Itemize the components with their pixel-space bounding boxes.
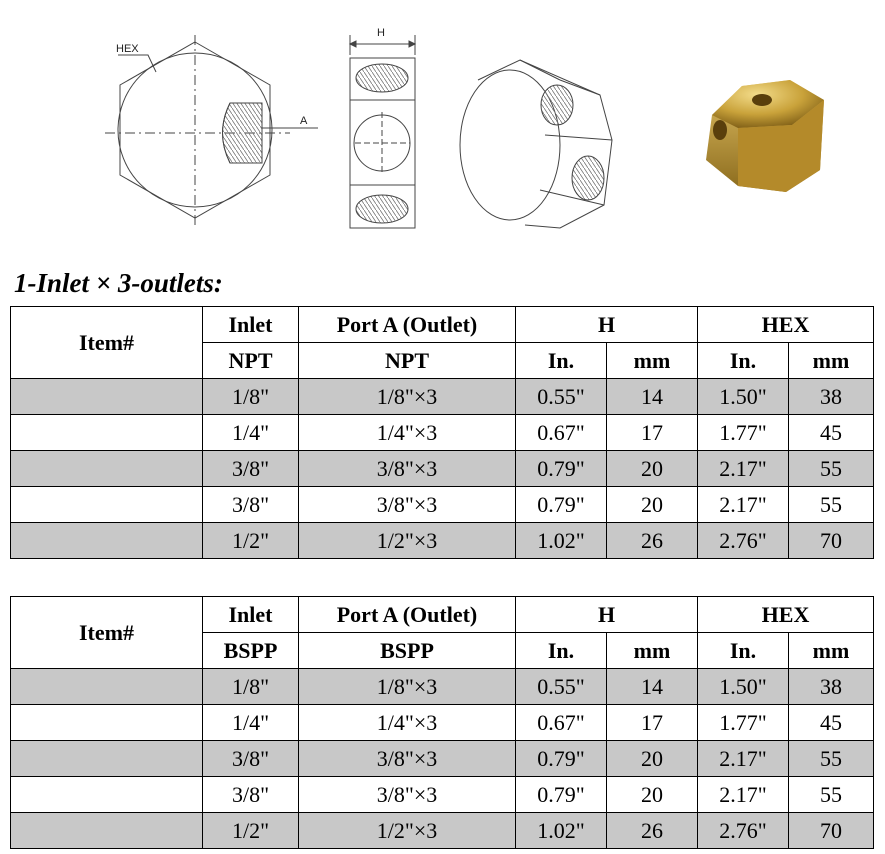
table-row [11,777,874,813]
cell-h-mm: 17 [607,705,698,741]
front-view-drawing [105,35,318,225]
cell-h-in: 0.67" [516,415,607,451]
cell-hex-in: 2.17" [698,451,789,487]
cell-h-in: 0.55" [516,669,607,705]
cell-port: 1/4"×3 [299,415,516,451]
cell-h-in: 0.67" [516,705,607,741]
cell-port: 1/8"×3 [299,379,516,415]
cell-h-mm: 17 [607,415,698,451]
cell-hex-mm: 55 [789,777,874,813]
cell-inlet: 3/8" [203,451,299,487]
cell-port: 3/8"×3 [299,777,516,813]
cell-h-in: 1.02" [516,813,607,849]
cell-hex-in: 1.77" [698,705,789,741]
cell-h-mm: 14 [607,379,698,415]
table-row [11,669,874,705]
cell-item [11,813,203,849]
cell-port: 1/8"×3 [299,669,516,705]
cell-h-mm: 20 [607,487,698,523]
cell-hex-in: 1.77" [698,415,789,451]
header-inlet-type: NPT [203,343,299,379]
cell-inlet: 1/4" [203,415,299,451]
header-item: Item# [11,597,203,669]
table-row [11,705,874,741]
cell-item [11,415,203,451]
header-item: Item# [11,307,203,379]
cell-inlet: 1/4" [203,705,299,741]
header-hex: HEX [698,307,874,343]
table-row [11,487,874,523]
cell-hex-in: 2.17" [698,487,789,523]
cell-h-mm: 20 [607,777,698,813]
header-hex: HEX [698,597,874,633]
cell-inlet: 3/8" [203,777,299,813]
table-row [11,813,874,849]
cell-h-in: 0.79" [516,451,607,487]
header-hex-mm: mm [789,633,874,669]
spec-table-npt [10,306,874,559]
cell-h-in: 0.79" [516,487,607,523]
cell-hex-in: 2.17" [698,741,789,777]
header-hex-in: In. [698,343,789,379]
table-row [11,523,874,559]
header-inlet-type: BSPP [203,633,299,669]
cell-port: 1/2"×3 [299,523,516,559]
cell-inlet: 1/8" [203,669,299,705]
cell-h-mm: 20 [607,741,698,777]
hex-label: HEX [116,43,139,55]
cell-inlet: 3/8" [203,741,299,777]
header-port-type: BSPP [299,633,516,669]
cell-inlet: 3/8" [203,487,299,523]
header-h: H [516,597,698,633]
height-label: H [377,27,385,39]
cell-hex-in: 2.17" [698,777,789,813]
cell-hex-mm: 70 [789,813,874,849]
table-row [11,741,874,777]
header-inlet: Inlet [203,597,299,633]
cell-port: 3/8"×3 [299,487,516,523]
header-h-mm: mm [607,633,698,669]
cell-inlet: 1/2" [203,813,299,849]
cell-item [11,487,203,523]
product-photo [706,80,824,192]
header-h-mm: mm [607,343,698,379]
header-hex-in: In. [698,633,789,669]
spec-table-bspp [10,596,874,849]
port-a-label: A [300,115,308,127]
cell-h-in: 1.02" [516,523,607,559]
cell-hex-mm: 38 [789,379,874,415]
isometric-view-drawing [460,60,612,228]
cell-inlet: 1/2" [203,523,299,559]
cell-h-mm: 14 [607,669,698,705]
section-title: 1-Inlet × 3-outlets: [14,268,223,298]
cell-h-mm: 26 [607,523,698,559]
cell-item [11,741,203,777]
table-row [11,379,874,415]
header-inlet: Inlet [203,307,299,343]
cell-inlet: 1/8" [203,379,299,415]
cell-hex-in: 2.76" [698,523,789,559]
table-row [11,451,874,487]
cell-hex-in: 2.76" [698,813,789,849]
header-h: H [516,307,698,343]
technical-drawings [0,0,885,270]
cell-h-in: 0.55" [516,379,607,415]
header-h-in: In. [516,633,607,669]
cell-hex-mm: 45 [789,415,874,451]
table-row [11,415,874,451]
header-port-type: NPT [299,343,516,379]
cell-port: 3/8"×3 [299,741,516,777]
cell-hex-mm: 70 [789,523,874,559]
cell-h-in: 0.79" [516,777,607,813]
cell-hex-mm: 55 [789,741,874,777]
side-view-drawing [350,35,415,228]
cell-hex-in: 1.50" [698,669,789,705]
cell-item [11,379,203,415]
header-port: Port A (Outlet) [299,597,516,633]
cell-item [11,705,203,741]
cell-item [11,669,203,705]
cell-h-in: 0.79" [516,741,607,777]
cell-port: 1/4"×3 [299,705,516,741]
cell-h-mm: 26 [607,813,698,849]
cell-hex-mm: 55 [789,487,874,523]
cell-hex-in: 1.50" [698,379,789,415]
cell-h-mm: 20 [607,451,698,487]
header-port: Port A (Outlet) [299,307,516,343]
cell-port: 1/2"×3 [299,813,516,849]
header-h-in: In. [516,343,607,379]
header-hex-mm: mm [789,343,874,379]
cell-item [11,777,203,813]
cell-item [11,523,203,559]
cell-hex-mm: 45 [789,705,874,741]
cell-item [11,451,203,487]
cell-hex-mm: 55 [789,451,874,487]
cell-port: 3/8"×3 [299,451,516,487]
cell-hex-mm: 38 [789,669,874,705]
